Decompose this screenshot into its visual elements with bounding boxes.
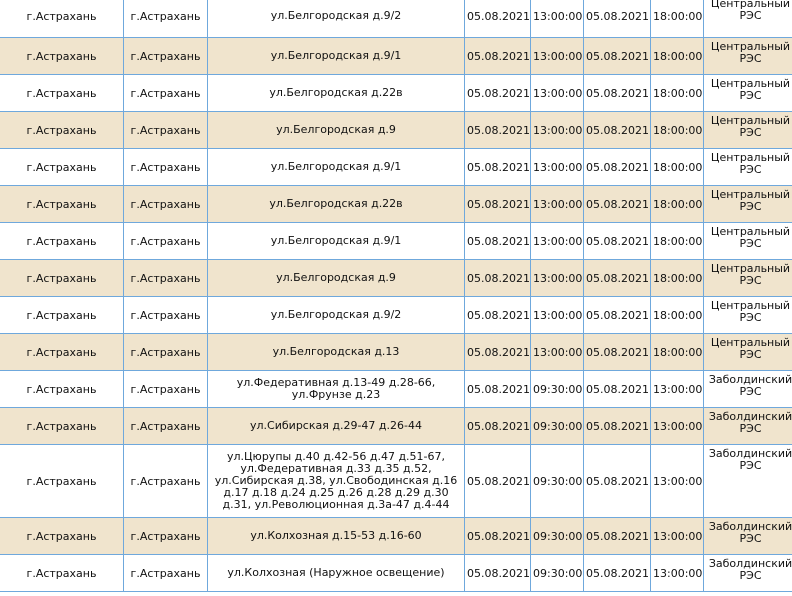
- table-row: [0, 555, 792, 592]
- address-cell: ул.Белгородская д.13: [208, 334, 465, 371]
- start-time-cell: 13:00:00: [531, 223, 584, 260]
- start-time-cell: 13:00:00: [531, 0, 584, 38]
- res-cell: Заболдинский РЭС: [704, 445, 792, 518]
- start-time-cell: 13:00:00: [531, 297, 584, 334]
- start-time-cell: 13:00:00: [531, 149, 584, 186]
- address-cell: ул.Сибирская д.29-47 д.26-44: [208, 408, 465, 445]
- start-date-cell: 05.08.2021: [465, 555, 531, 592]
- end-time-cell: 13:00:00: [651, 555, 704, 592]
- table-row: [0, 186, 792, 223]
- end-date-cell: 05.08.2021: [584, 112, 651, 149]
- address-cell: ул.Белгородская д.9/1: [208, 149, 465, 186]
- city-cell: г.Астрахань: [0, 297, 124, 334]
- locality-cell: г.Астрахань: [124, 555, 208, 592]
- address-cell: ул.Белгородская д.9: [208, 112, 465, 149]
- city-cell: г.Астрахань: [0, 223, 124, 260]
- start-time-cell: 13:00:00: [531, 112, 584, 149]
- end-date-cell: 05.08.2021: [584, 371, 651, 408]
- end-time-cell: 13:00:00: [651, 445, 704, 518]
- res-cell: Центральный РЭС: [704, 223, 792, 260]
- start-time-cell: 13:00:00: [531, 186, 584, 223]
- locality-cell: г.Астрахань: [124, 38, 208, 75]
- table-row: [0, 112, 792, 149]
- start-date-cell: 05.08.2021: [465, 223, 531, 260]
- end-time-cell: 18:00:00: [651, 112, 704, 149]
- address-cell: ул.Колхозная (Наружное освещение): [208, 555, 465, 592]
- table-row: [0, 297, 792, 334]
- end-time-cell: 18:00:00: [651, 186, 704, 223]
- res-cell: Центральный РЭС: [704, 260, 792, 297]
- address-cell: ул.Белгородская д.22в: [208, 75, 465, 112]
- end-date-cell: 05.08.2021: [584, 149, 651, 186]
- table-row: [0, 75, 792, 112]
- address-cell: ул.Белгородская д.9/1: [208, 223, 465, 260]
- end-date-cell: 05.08.2021: [584, 334, 651, 371]
- start-time-cell: 13:00:00: [531, 260, 584, 297]
- table-row: [0, 223, 792, 260]
- end-time-cell: 18:00:00: [651, 75, 704, 112]
- city-cell: г.Астрахань: [0, 186, 124, 223]
- end-time-cell: 18:00:00: [651, 260, 704, 297]
- locality-cell: г.Астрахань: [124, 186, 208, 223]
- end-date-cell: 05.08.2021: [584, 260, 651, 297]
- start-date-cell: 05.08.2021: [465, 297, 531, 334]
- address-cell: ул.Белгородская д.9/1: [208, 38, 465, 75]
- res-cell: Центральный РЭС: [704, 75, 792, 112]
- address-cell: ул.Цюрупы д.40 д.42-56 д.47 д.51-67, ул.Федеративная д.33 д.35 д.52, ул.Сибирская д.38, ул.Свободинская д.16 д.17 д.18 д.24 д.25 д.26 д.28 д.29 д.30 д.31, ул.Революционная д.3а-47 д.4-44: [208, 445, 465, 518]
- locality-cell: г.Астрахань: [124, 518, 208, 555]
- end-time-cell: 18:00:00: [651, 149, 704, 186]
- start-time-cell: 13:00:00: [531, 38, 584, 75]
- start-time-cell: 13:00:00: [531, 75, 584, 112]
- city-cell: г.Астрахань: [0, 518, 124, 555]
- address-cell: ул.Белгородская д.22в: [208, 186, 465, 223]
- start-time-cell: 13:00:00: [531, 334, 584, 371]
- end-date-cell: 05.08.2021: [584, 223, 651, 260]
- locality-cell: г.Астрахань: [124, 371, 208, 408]
- locality-cell: г.Астрахань: [124, 445, 208, 518]
- city-cell: г.Астрахань: [0, 75, 124, 112]
- address-cell: ул.Белгородская д.9/2: [208, 297, 465, 334]
- res-cell: Центральный РЭС: [704, 112, 792, 149]
- city-cell: г.Астрахань: [0, 555, 124, 592]
- address-cell: ул.Белгородская д.9/2: [208, 0, 465, 38]
- res-cell: Заболдинский РЭС: [704, 371, 792, 408]
- end-time-cell: 13:00:00: [651, 408, 704, 445]
- start-date-cell: 05.08.2021: [465, 75, 531, 112]
- end-time-cell: 18:00:00: [651, 297, 704, 334]
- start-date-cell: 05.08.2021: [465, 518, 531, 555]
- end-time-cell: 13:00:00: [651, 371, 704, 408]
- table-row: [0, 149, 792, 186]
- locality-cell: г.Астрахань: [124, 334, 208, 371]
- start-date-cell: 05.08.2021: [465, 408, 531, 445]
- table-row: [0, 260, 792, 297]
- address-cell: ул.Белгородская д.9: [208, 260, 465, 297]
- table-row: [0, 371, 792, 408]
- start-date-cell: 05.08.2021: [465, 445, 531, 518]
- table-row: [0, 518, 792, 555]
- end-time-cell: 18:00:00: [651, 334, 704, 371]
- city-cell: г.Астрахань: [0, 334, 124, 371]
- start-time-cell: 09:30:00: [531, 408, 584, 445]
- locality-cell: г.Астрахань: [124, 112, 208, 149]
- city-cell: г.Астрахань: [0, 445, 124, 518]
- res-cell: Заболдинский РЭС: [704, 518, 792, 555]
- address-cell: ул.Колхозная д.15-53 д.16-60: [208, 518, 465, 555]
- res-cell: Центральный РЭС: [704, 0, 792, 38]
- city-cell: г.Астрахань: [0, 149, 124, 186]
- table-row: [0, 38, 792, 75]
- city-cell: г.Астрахань: [0, 0, 124, 38]
- start-date-cell: 05.08.2021: [465, 112, 531, 149]
- end-date-cell: 05.08.2021: [584, 38, 651, 75]
- start-time-cell: 09:30:00: [531, 555, 584, 592]
- end-time-cell: 18:00:00: [651, 38, 704, 75]
- address-cell: ул.Федеративная д.13-49 д.28-66, ул.Фрунзе д.23: [208, 371, 465, 408]
- table-row: [0, 408, 792, 445]
- end-date-cell: 05.08.2021: [584, 555, 651, 592]
- end-date-cell: 05.08.2021: [584, 186, 651, 223]
- start-time-cell: 09:30:00: [531, 445, 584, 518]
- city-cell: г.Астрахань: [0, 38, 124, 75]
- table-row: [0, 0, 792, 38]
- end-time-cell: 13:00:00: [651, 518, 704, 555]
- res-cell: Заболдинский РЭС: [704, 555, 792, 592]
- table-row: [0, 334, 792, 371]
- end-date-cell: 05.08.2021: [584, 518, 651, 555]
- locality-cell: г.Астрахань: [124, 408, 208, 445]
- res-cell: Заболдинский РЭС: [704, 408, 792, 445]
- locality-cell: г.Астрахань: [124, 75, 208, 112]
- res-cell: Центральный РЭС: [704, 38, 792, 75]
- city-cell: г.Астрахань: [0, 260, 124, 297]
- locality-cell: г.Астрахань: [124, 260, 208, 297]
- start-time-cell: 09:30:00: [531, 518, 584, 555]
- end-date-cell: 05.08.2021: [584, 408, 651, 445]
- end-date-cell: 05.08.2021: [584, 445, 651, 518]
- end-date-cell: 05.08.2021: [584, 75, 651, 112]
- start-date-cell: 05.08.2021: [465, 186, 531, 223]
- table-row: [0, 445, 792, 518]
- locality-cell: г.Астрахань: [124, 223, 208, 260]
- start-date-cell: 05.08.2021: [465, 371, 531, 408]
- res-cell: Центральный РЭС: [704, 334, 792, 371]
- res-cell: Центральный РЭС: [704, 186, 792, 223]
- city-cell: г.Астрахань: [0, 371, 124, 408]
- start-time-cell: 09:30:00: [531, 371, 584, 408]
- start-date-cell: 05.08.2021: [465, 0, 531, 38]
- city-cell: г.Астрахань: [0, 112, 124, 149]
- locality-cell: г.Астрахань: [124, 297, 208, 334]
- locality-cell: г.Астрахань: [124, 149, 208, 186]
- start-date-cell: 05.08.2021: [465, 149, 531, 186]
- end-date-cell: 05.08.2021: [584, 0, 651, 38]
- locality-cell: г.Астрахань: [124, 0, 208, 38]
- end-time-cell: 18:00:00: [651, 223, 704, 260]
- city-cell: г.Астрахань: [0, 408, 124, 445]
- res-cell: Центральный РЭС: [704, 149, 792, 186]
- start-date-cell: 05.08.2021: [465, 38, 531, 75]
- end-time-cell: 18:00:00: [651, 0, 704, 38]
- start-date-cell: 05.08.2021: [465, 334, 531, 371]
- end-date-cell: 05.08.2021: [584, 297, 651, 334]
- start-date-cell: 05.08.2021: [465, 260, 531, 297]
- res-cell: Центральный РЭС: [704, 297, 792, 334]
